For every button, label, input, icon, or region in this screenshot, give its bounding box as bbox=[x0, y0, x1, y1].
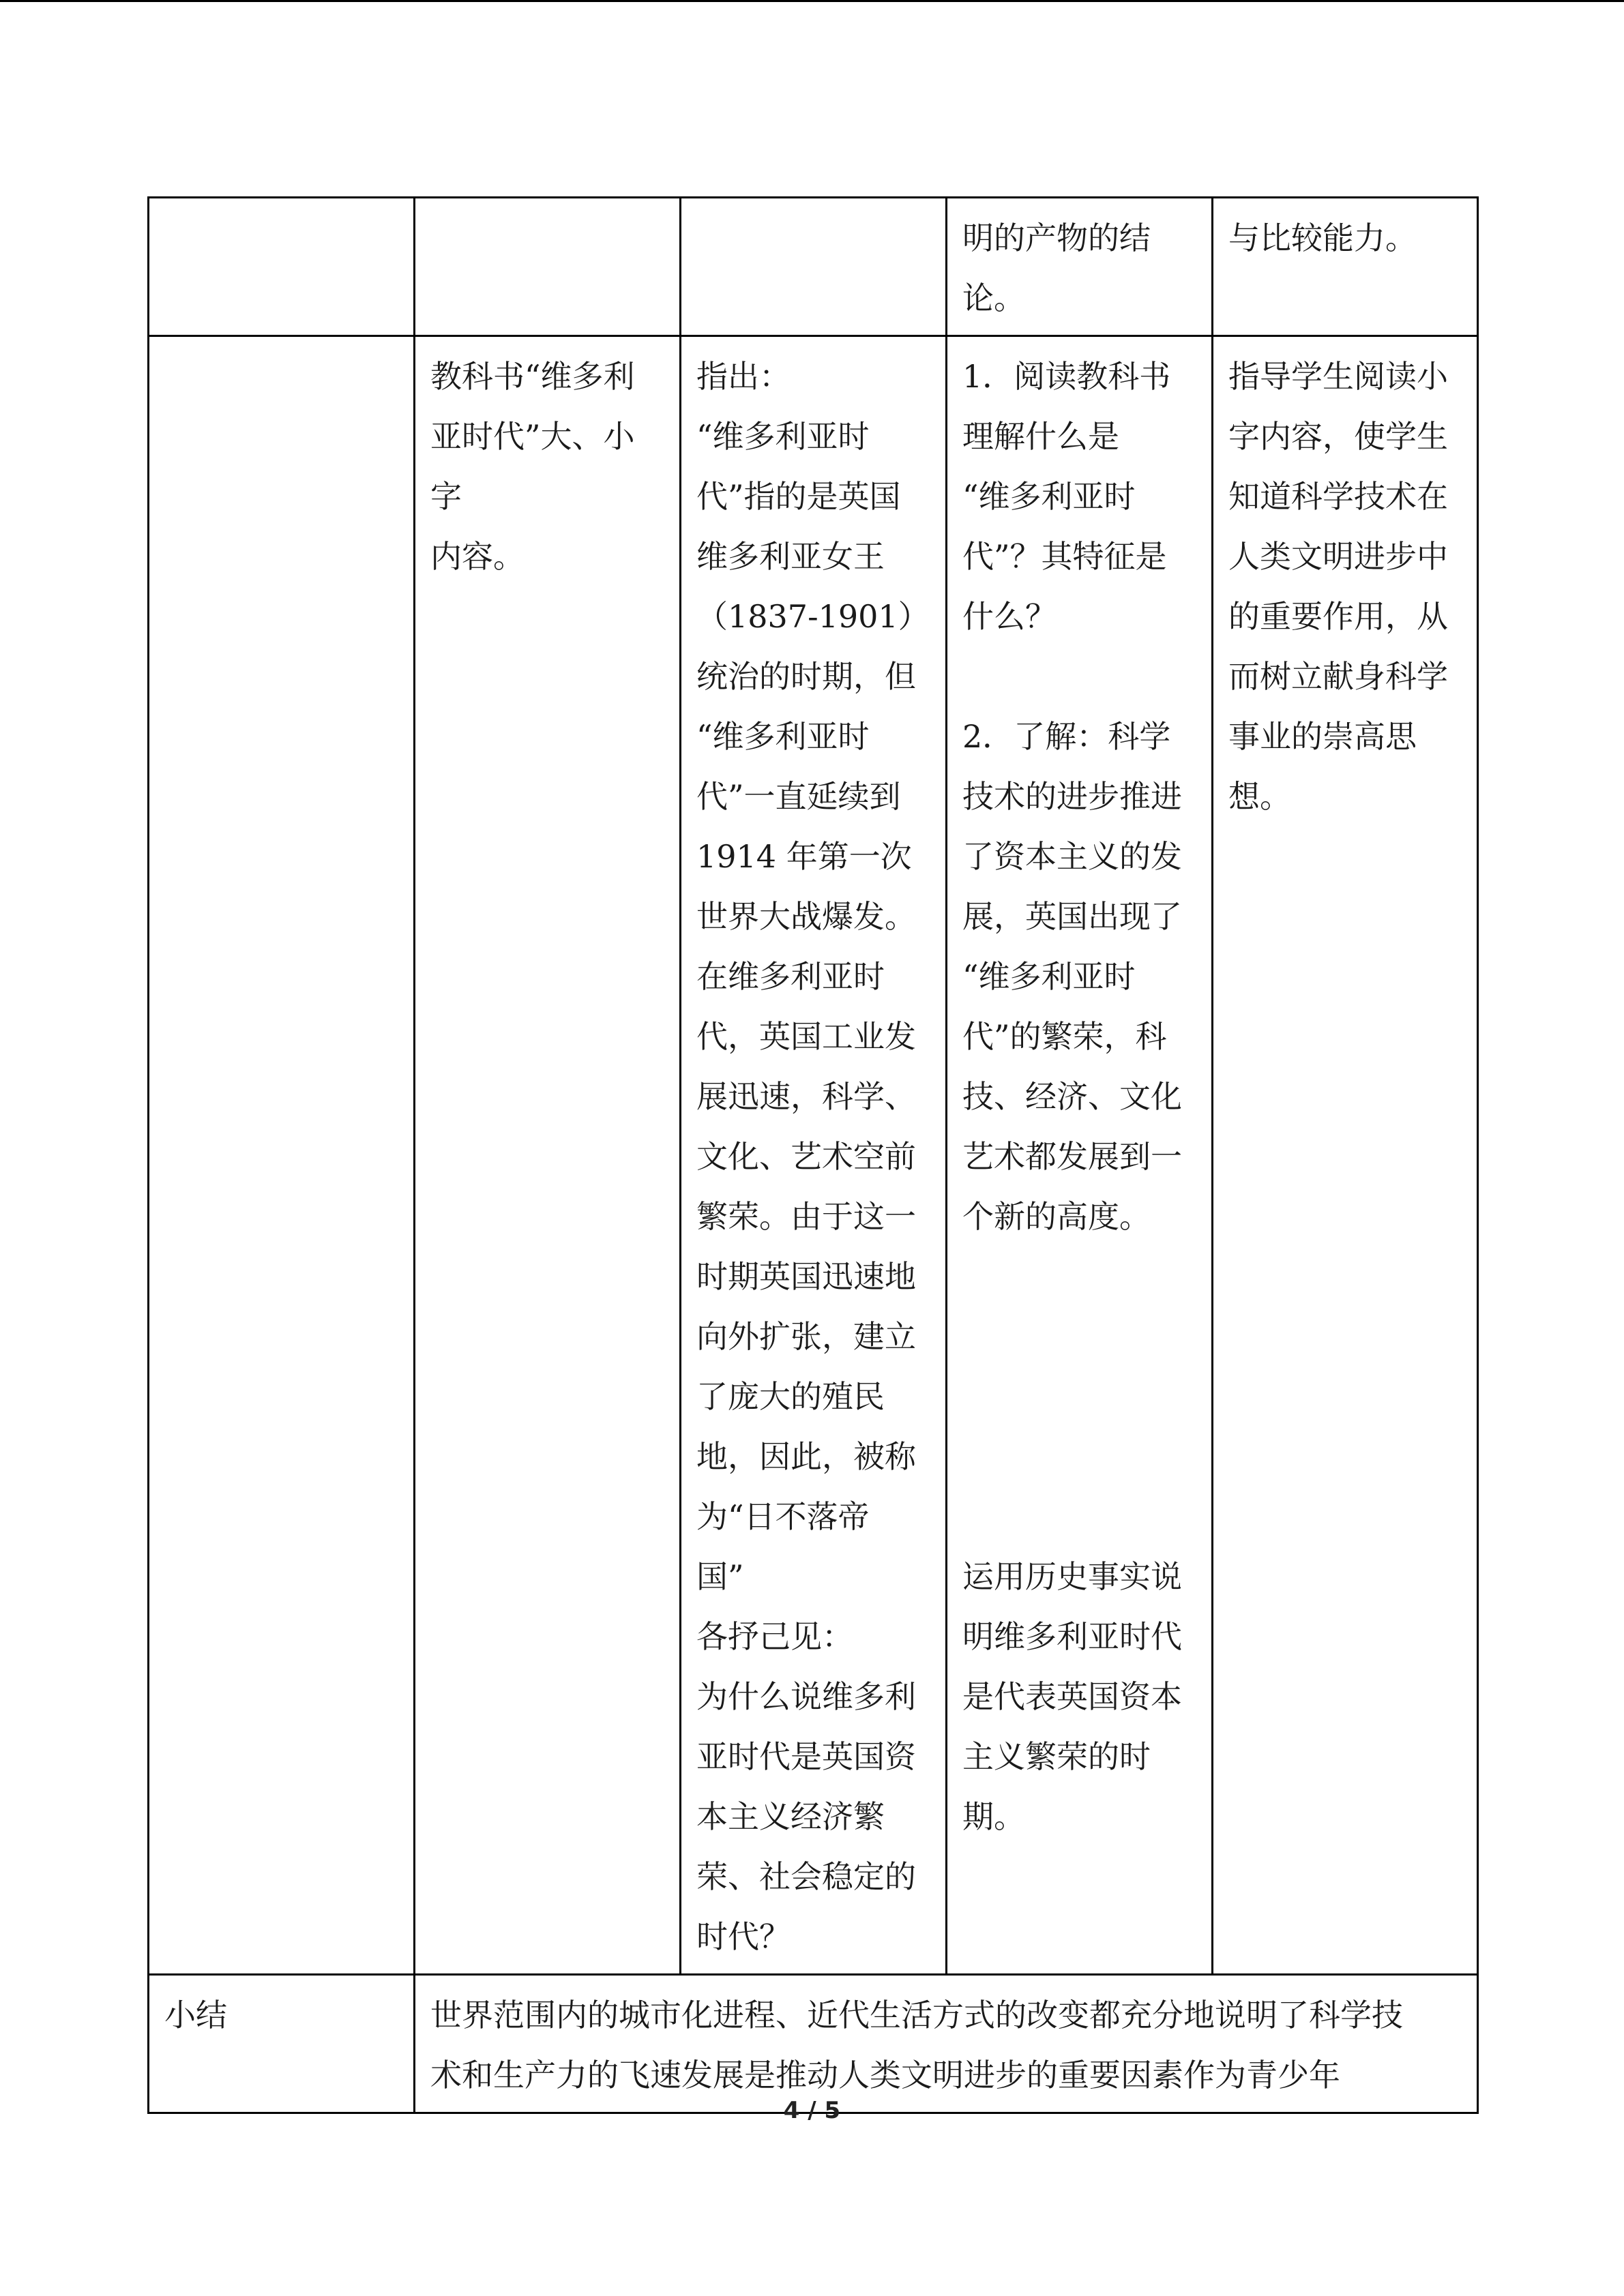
cell-line: 代”指的是英国 bbox=[696, 478, 901, 515]
cell-line: 了庞大的殖民 bbox=[696, 1378, 885, 1415]
cell-line: 维多利亚女王 bbox=[696, 538, 885, 575]
cell-line: 在维多利亚时 bbox=[696, 958, 885, 995]
cell-line: 代，英国工业发 bbox=[696, 1018, 916, 1055]
cell-line: 本主义经济繁 bbox=[696, 1798, 885, 1835]
table-cell-r1-c5 bbox=[1213, 198, 1478, 336]
paragraph-gap bbox=[962, 1247, 1196, 1547]
table-row bbox=[149, 336, 1478, 1975]
cell-line: 时期英国迅速地 bbox=[696, 1258, 916, 1295]
cell-line: 时代？ bbox=[696, 1918, 791, 1955]
cell-line: 教科书“维多利 bbox=[430, 358, 635, 395]
cell-line: 明维多利亚时代 bbox=[962, 1618, 1182, 1655]
cell-line: 的重要作用，从 bbox=[1228, 598, 1448, 635]
cell-line: 各抒己见： bbox=[696, 1618, 853, 1655]
cell-line: 2．了解：科学 bbox=[962, 718, 1171, 755]
top-border-line bbox=[0, 0, 1624, 2]
cell-line: 是代表英国资本 bbox=[962, 1678, 1182, 1715]
cell-line: 地，因此，被称 bbox=[696, 1438, 916, 1475]
cell-line: （1837-1901） bbox=[696, 598, 930, 635]
cell-line: 想。 bbox=[1228, 778, 1291, 815]
cell-line: 与比较能力。 bbox=[1228, 220, 1417, 256]
cell-line: 内容。 bbox=[430, 538, 525, 575]
cell-line: 亚时代”大、小 bbox=[430, 418, 635, 455]
summary-line: 术和生产力的飞速发展是推动人类文明进步的重要因素作为青少年 bbox=[430, 2057, 1340, 2093]
cell-line: 主义繁荣的时 bbox=[962, 1738, 1151, 1775]
table-cell-r2-c3 bbox=[681, 336, 947, 1975]
cell-line: “维多利亚时 bbox=[696, 418, 870, 455]
cell-line: 指出： bbox=[696, 358, 791, 395]
cell-line: 为什么说维多利 bbox=[696, 1678, 916, 1715]
cell-line: 什么？ bbox=[962, 598, 1057, 635]
cell-line: 期。 bbox=[962, 1798, 1025, 1835]
cell-line: 论。 bbox=[962, 280, 1025, 316]
cell-line: 指导学生阅读小 bbox=[1228, 358, 1448, 395]
table-cell-r2-c4 bbox=[947, 336, 1213, 1975]
cell-line: “维多利亚时 bbox=[696, 718, 870, 755]
cell-line: 字 bbox=[430, 478, 462, 515]
table-cell-r2-c5 bbox=[1213, 336, 1478, 1975]
cell-line: 展迅速，科学、 bbox=[696, 1078, 916, 1115]
table-cell-r1-c1 bbox=[149, 198, 415, 336]
cell-line: 1914 年第一次 bbox=[696, 838, 912, 875]
cell-line: 事业的崇高思 bbox=[1228, 718, 1417, 755]
cell-line: 理解什么是 bbox=[962, 418, 1119, 455]
cell-line: 人类文明进步中 bbox=[1228, 538, 1448, 575]
cell-line: 运用历史事实说 bbox=[962, 1558, 1182, 1595]
cell-line: 为“日不落帝 bbox=[696, 1498, 870, 1535]
cell-line: 了资本主义的发 bbox=[962, 838, 1182, 875]
cell-line: “维多利亚时 bbox=[962, 958, 1136, 995]
cell-line: 亚时代是英国资 bbox=[696, 1738, 916, 1775]
cell-line: “维多利亚时 bbox=[962, 478, 1136, 515]
cell-line: 文化、艺术空前 bbox=[696, 1138, 916, 1175]
cell-line: 1．阅读教科书 bbox=[962, 358, 1171, 395]
table-cell-r1-c4 bbox=[947, 198, 1213, 336]
cell-line: 代”？其特征是 bbox=[962, 538, 1167, 575]
cell-line: 国” bbox=[696, 1558, 744, 1595]
cell-line: 统治的时期，但 bbox=[696, 658, 916, 695]
cell-line: 艺术都发展到一 bbox=[962, 1138, 1182, 1175]
summary-line: 世界范围内的城市化进程、近代生活方式的改变都充分地说明了科学技 bbox=[430, 1997, 1403, 2033]
table-cell-r1-c2 bbox=[415, 198, 681, 336]
summary-label: 小结 bbox=[164, 1997, 227, 2033]
cell-line: 展，英国出现了 bbox=[962, 898, 1182, 935]
table-cell-r2-c2 bbox=[415, 336, 681, 1975]
cell-line: 个新的高度。 bbox=[962, 1198, 1151, 1235]
cell-line: 世界大战爆发。 bbox=[696, 898, 916, 935]
cell-line: 字内容，使学生 bbox=[1228, 418, 1448, 455]
cell-line: 技术的进步推进 bbox=[962, 778, 1182, 815]
cell-line: 荣、社会稳定的 bbox=[696, 1858, 916, 1895]
table-row bbox=[149, 1975, 1478, 2113]
cell-line: 繁荣。由于这一 bbox=[696, 1198, 916, 1235]
table-cell-r2-c1 bbox=[149, 336, 415, 1975]
cell-line: 代”的繁荣，科 bbox=[962, 1018, 1167, 1055]
lesson-plan-table bbox=[147, 196, 1479, 2114]
table-cell-r1-c3 bbox=[681, 198, 947, 336]
paragraph-gap bbox=[962, 646, 1196, 706]
table-row bbox=[149, 198, 1478, 336]
cell-line: 知道科学技术在 bbox=[1228, 478, 1448, 515]
cell-line: 技、经济、文化 bbox=[962, 1078, 1182, 1115]
cell-line: 明的产物的结 bbox=[962, 220, 1151, 256]
cell-line: 向外扩张，建立 bbox=[696, 1318, 916, 1355]
cell-line: 代”一直延续到 bbox=[696, 778, 901, 815]
cell-line: 而树立献身科学 bbox=[1228, 658, 1448, 695]
summary-label-cell bbox=[149, 1975, 415, 2113]
summary-text-cell bbox=[415, 1975, 1478, 2113]
page-number: 4 / 5 bbox=[783, 2097, 841, 2124]
